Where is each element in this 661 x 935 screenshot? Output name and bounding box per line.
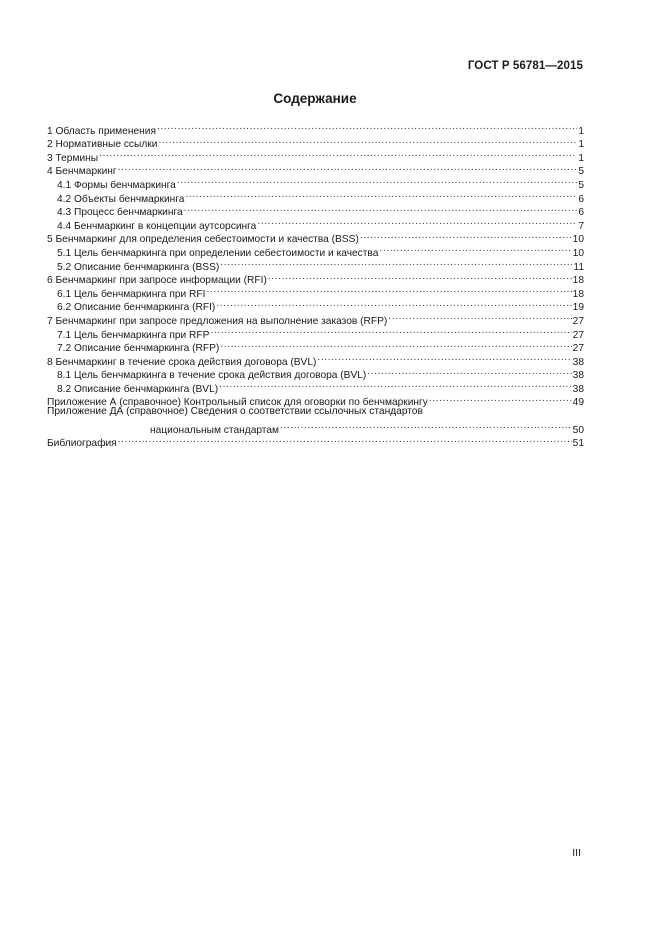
toc-leader-dots: [216, 297, 571, 311]
toc-entry-label: 4.2 Объекты бенчмаркинга: [57, 193, 185, 205]
toc-entry-label: 5.1 Цель бенчмаркинга при определении себестоимости и качества: [57, 247, 379, 259]
toc-entry-page: 27: [572, 315, 584, 327]
toc-leader-dots: [257, 215, 577, 229]
toc-entry-page: 50: [572, 424, 584, 436]
toc-entry[interactable]: [47, 120, 584, 137]
toc-entry-page: 38: [572, 356, 584, 368]
toc-entry[interactable]: [47, 161, 584, 178]
toc-leader-dots: [268, 270, 572, 284]
toc-leader-dots: [219, 378, 572, 392]
toc-title: Содержание: [273, 91, 357, 106]
toc-entry-label: 6.2 Описание бенчмаркинга (RFI): [57, 302, 216, 314]
toc-entry-label: 5 Бенчмаркинг для определения себестоимости и качества (BSS): [47, 234, 359, 246]
toc-leader-dots: [118, 433, 572, 447]
toc-entry-page: 18: [572, 275, 584, 287]
toc-entry-label: Библиография: [47, 438, 117, 450]
toc-entry-page: 6: [578, 193, 584, 205]
toc-leader-dots: [360, 229, 572, 243]
toc-leader-dots: [388, 310, 571, 324]
toc-leader-dots: [429, 392, 572, 406]
toc-entry-label: 8.2 Описание бенчмаркинга (BVL): [57, 383, 219, 395]
toc-entry-label: 4 Бенчмаркинг: [47, 166, 117, 178]
toc-entry-page: 6: [578, 207, 584, 219]
toc-leader-dots: [99, 147, 577, 161]
toc-entry-label: 4.3 Процесс бенчмаркинга: [57, 207, 183, 219]
toc-leader-dots: [177, 174, 578, 188]
toc-entry-page: 10: [572, 234, 584, 246]
toc-entry-page: 10: [572, 247, 584, 259]
toc-entry-label: 7.2 Описание бенчмаркинга (RFP): [57, 343, 220, 355]
toc-entry-page: 19: [572, 302, 584, 314]
toc-leader-dots: [206, 283, 571, 297]
toc-leader-dots: [280, 419, 572, 433]
toc-entry-label: 7.1 Цель бенчмаркинга при RFP: [57, 329, 210, 341]
toc-leader-dots: [367, 365, 571, 379]
toc-entry-page: 27: [572, 343, 584, 355]
page-number: III: [572, 847, 581, 859]
toc-entry-label: 2 Нормативные ссылки: [47, 139, 158, 151]
toc-entry-label: 1 Область применения: [47, 125, 156, 137]
toc-entry-page: 11: [573, 261, 584, 273]
toc-entry-label: 6.1 Цель бенчмаркинга при RFI: [57, 288, 206, 300]
toc-entry[interactable]: [47, 433, 584, 450]
toc-leader-dots: [185, 188, 577, 202]
toc-entry-page: 1: [578, 139, 584, 151]
toc-leader-dots: [157, 120, 577, 134]
toc-entry-page: 38: [572, 370, 584, 382]
toc-leader-dots: [184, 202, 578, 216]
toc-leader-dots: [158, 134, 577, 148]
toc-entry-label: 4.1 Формы бенчмаркинга: [57, 179, 176, 191]
toc-leader-dots: [220, 338, 571, 352]
toc-entry-page: 5: [578, 179, 584, 191]
toc-leader-dots: [210, 324, 571, 338]
toc-entry-label: 5.2 Описание бенчмаркинга (BSS): [57, 261, 220, 273]
toc-entry-label: 6 Бенчмаркинг при запросе информации (RFI): [47, 275, 267, 287]
toc-entry-label: национальным стандартам: [150, 424, 280, 436]
toc-entry[interactable]: [47, 147, 584, 164]
toc-entry-label: 8 Бенчмаркинг в течение срока действия договора (BVL): [47, 356, 317, 368]
toc-leader-dots: [317, 351, 571, 365]
table-of-contents: [47, 120, 584, 450]
toc-entry-label: Приложение ДА (справочное) Сведения о соответствии ссылочных стандартов: [47, 406, 423, 418]
toc-entry-page: 1: [578, 152, 584, 164]
toc-entry-label: 3 Термины: [47, 152, 99, 164]
toc-entry-page: 18: [572, 288, 584, 300]
toc-leader-dots: [118, 161, 578, 175]
document-code: ГОСТ Р 56781—2015: [467, 60, 583, 72]
toc-entry-page: 5: [578, 166, 584, 178]
toc-entry-label: 7 Бенчмаркинг при запросе предложения на выполнение заказов (RFP): [47, 315, 388, 327]
toc-leader-dots: [220, 256, 572, 270]
toc-leader-dots: [379, 242, 571, 256]
toc-entry-page: 27: [572, 329, 584, 341]
toc-entry-page: 51: [572, 438, 584, 450]
toc-entry[interactable]: [47, 174, 584, 191]
toc-entry[interactable]: [47, 405, 584, 419]
toc-entry-page: 38: [572, 383, 584, 395]
toc-entry-page: 1: [578, 125, 584, 137]
toc-entry-label: 8.1 Цель бенчмаркинга в течение срока действия договора (BVL): [57, 370, 367, 382]
toc-entry-label: Приложение А (справочное) Контрольный список для оговорки по бенчмаркингу: [47, 397, 428, 409]
toc-entry-page: 7: [578, 220, 584, 232]
toc-entry[interactable]: [47, 419, 584, 436]
toc-entry-label: 4.4 Бенчмаркинг в концепции аутсорсинга: [57, 220, 257, 232]
toc-entry-page: 49: [572, 397, 584, 409]
